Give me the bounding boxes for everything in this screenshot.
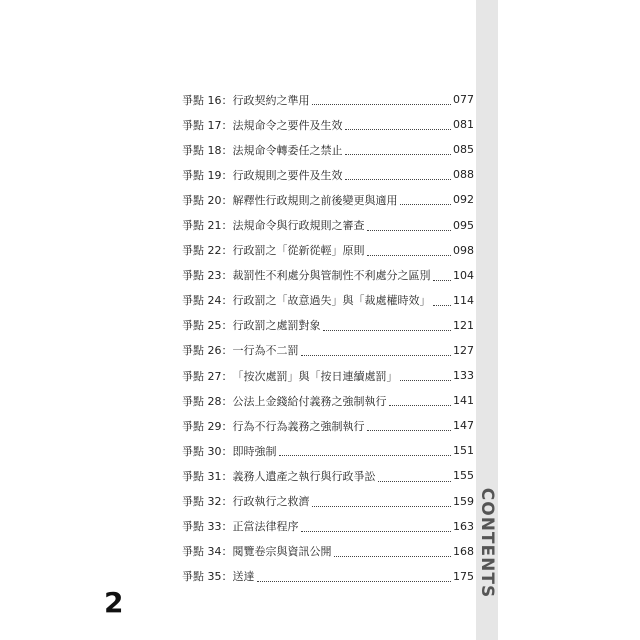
- toc-dot-leader: [345, 179, 452, 180]
- toc-entry-page: 141: [453, 394, 474, 408]
- toc-entry[interactable]: [182, 438, 474, 463]
- page-number: 2: [104, 586, 124, 619]
- toc-entry-number: 爭點 26：: [182, 344, 233, 358]
- toc-entry-number: 爭點 27：: [182, 369, 233, 383]
- toc-entry-title: 解釋性行政規則之前後變更與適用: [232, 193, 398, 207]
- toc-entry-number: 爭點 18：: [182, 143, 233, 157]
- toc-entry-number: 爭點 25：: [182, 319, 233, 333]
- toc-entry[interactable]: [182, 112, 474, 137]
- toc-entry[interactable]: [182, 187, 474, 212]
- toc-entry[interactable]: [182, 238, 474, 263]
- toc-entry-page: 098: [453, 243, 474, 257]
- toc-entry-page: 133: [453, 369, 474, 383]
- toc-dot-leader: [312, 506, 452, 507]
- toc-entry-page: 077: [453, 93, 474, 107]
- toc-entry-page: 121: [453, 318, 474, 332]
- toc-entry-title: 行政罰之處罰對象: [232, 319, 321, 333]
- toc-entry[interactable]: [182, 413, 474, 438]
- toc-entry-title: 義務人遺產之執行與行政爭訟: [232, 469, 376, 483]
- toc-dot-leader: [433, 305, 452, 306]
- toc-dot-leader: [400, 204, 452, 205]
- toc-entry-page: 159: [453, 494, 474, 508]
- toc-dot-leader: [389, 405, 452, 406]
- toc-entry-number: 爭點 24：: [182, 294, 233, 308]
- toc-entry-page: 163: [453, 519, 474, 533]
- toc-entry[interactable]: [182, 564, 474, 589]
- toc-entry-page: 095: [453, 218, 474, 232]
- toc-dot-leader: [301, 355, 452, 356]
- toc-dot-leader: [257, 581, 452, 582]
- toc-dot-leader: [345, 154, 452, 155]
- toc-entry-title: 行政罰之「從新從輕」原則: [232, 244, 365, 258]
- toc-entry-title: 行政執行之救濟: [232, 495, 310, 509]
- toc-entry-page: 147: [453, 419, 474, 433]
- toc-dot-leader: [367, 230, 452, 231]
- toc-entry[interactable]: [182, 87, 474, 112]
- contents-vertical-label: [476, 485, 498, 600]
- toc-dot-leader: [323, 330, 452, 331]
- toc-dot-leader: [345, 129, 452, 130]
- toc-entry-title: 公法上金錢給付義務之強制執行: [232, 394, 387, 408]
- toc-entry-page: 127: [453, 343, 474, 357]
- toc-entry-title: 行為不行為義務之強制執行: [232, 419, 365, 433]
- toc-entry-page: 104: [453, 268, 474, 282]
- toc-entry-title: 行政契約之準用: [232, 93, 310, 107]
- toc-entry-number: 爭點 17：: [182, 118, 233, 132]
- toc-entry-number: 爭點 20：: [182, 193, 233, 207]
- toc-entry-title: 行政規則之要件及生效: [232, 168, 343, 182]
- toc-entry-page: 092: [453, 193, 474, 207]
- toc-dot-leader: [279, 455, 452, 456]
- toc-entry-number: 爭點 16：: [182, 93, 233, 107]
- toc-entry-title: 正當法律程序: [232, 520, 299, 534]
- toc-entry-number: 爭點 19：: [182, 168, 233, 182]
- toc-entry-title: 一行為不二罰: [232, 344, 299, 358]
- toc-entry[interactable]: [182, 313, 474, 338]
- side-band: [498, 0, 640, 640]
- toc-entry-title: 裁罰性不利處分與管制性不利處分之區別: [232, 269, 431, 283]
- toc-entry-page: 081: [453, 118, 474, 132]
- toc-entry-page: 151: [453, 444, 474, 458]
- toc-entry-number: 爭點 23：: [182, 269, 233, 283]
- toc-dot-leader: [400, 380, 452, 381]
- toc-entry-title: 「按次處罰」與「按日連續處罰」: [232, 369, 398, 383]
- toc-entry-page: 155: [453, 469, 474, 483]
- toc-entry[interactable]: [182, 288, 474, 313]
- toc-entry-page: 085: [453, 143, 474, 157]
- toc-entry-number: 爭點 28：: [182, 394, 233, 408]
- toc-entry-title: 法規命令之要件及生效: [232, 118, 343, 132]
- toc-dot-leader: [367, 430, 452, 431]
- toc-entry-number: 爭點 35：: [182, 570, 233, 584]
- toc-entry[interactable]: [182, 137, 474, 162]
- toc-dot-leader: [367, 255, 452, 256]
- toc-entry-page: 114: [453, 293, 474, 307]
- toc-entry-number: 爭點 22：: [182, 244, 233, 258]
- toc-entry-number: 爭點 32：: [182, 495, 233, 509]
- toc-entry[interactable]: [182, 463, 474, 488]
- toc-entry-number: 爭點 21：: [182, 219, 233, 233]
- toc-entry-page: 175: [453, 569, 474, 583]
- toc-entry-title: 送達: [232, 570, 255, 584]
- toc-entry[interactable]: [182, 212, 474, 237]
- table-of-contents: [182, 87, 474, 589]
- toc-entry-page: 088: [453, 168, 474, 182]
- toc-entry-title: 即時強制: [232, 444, 277, 458]
- toc-entry[interactable]: [182, 539, 474, 564]
- toc-entry-page: 168: [453, 544, 474, 558]
- toc-dot-leader: [334, 556, 452, 557]
- toc-entry[interactable]: [182, 514, 474, 539]
- toc-entry-number: 爭點 30：: [182, 444, 233, 458]
- toc-entry[interactable]: [182, 162, 474, 187]
- toc-dot-leader: [301, 531, 452, 532]
- toc-entry-title: 行政罰之「故意過失」與「裁處權時效」: [232, 294, 431, 308]
- toc-entry[interactable]: [182, 363, 474, 388]
- toc-entry[interactable]: [182, 489, 474, 514]
- toc-dot-leader: [433, 280, 452, 281]
- contents-label-text: CONTENTS: [477, 487, 497, 598]
- toc-entry[interactable]: [182, 388, 474, 413]
- toc-entry-number: 爭點 34：: [182, 545, 233, 559]
- toc-entry[interactable]: [182, 338, 474, 363]
- toc-entry-number: 爭點 31：: [182, 469, 233, 483]
- toc-entry-title: 法規命令轉委任之禁止: [232, 143, 343, 157]
- toc-dot-leader: [378, 481, 452, 482]
- toc-dot-leader: [312, 104, 452, 105]
- toc-entry[interactable]: [182, 263, 474, 288]
- toc-entry-number: 爭點 29：: [182, 419, 233, 433]
- toc-entry-number: 爭點 33：: [182, 520, 233, 534]
- toc-entry-title: 閱覽卷宗與資訊公開: [232, 545, 332, 559]
- toc-entry-title: 法規命令與行政規則之審查: [232, 219, 365, 233]
